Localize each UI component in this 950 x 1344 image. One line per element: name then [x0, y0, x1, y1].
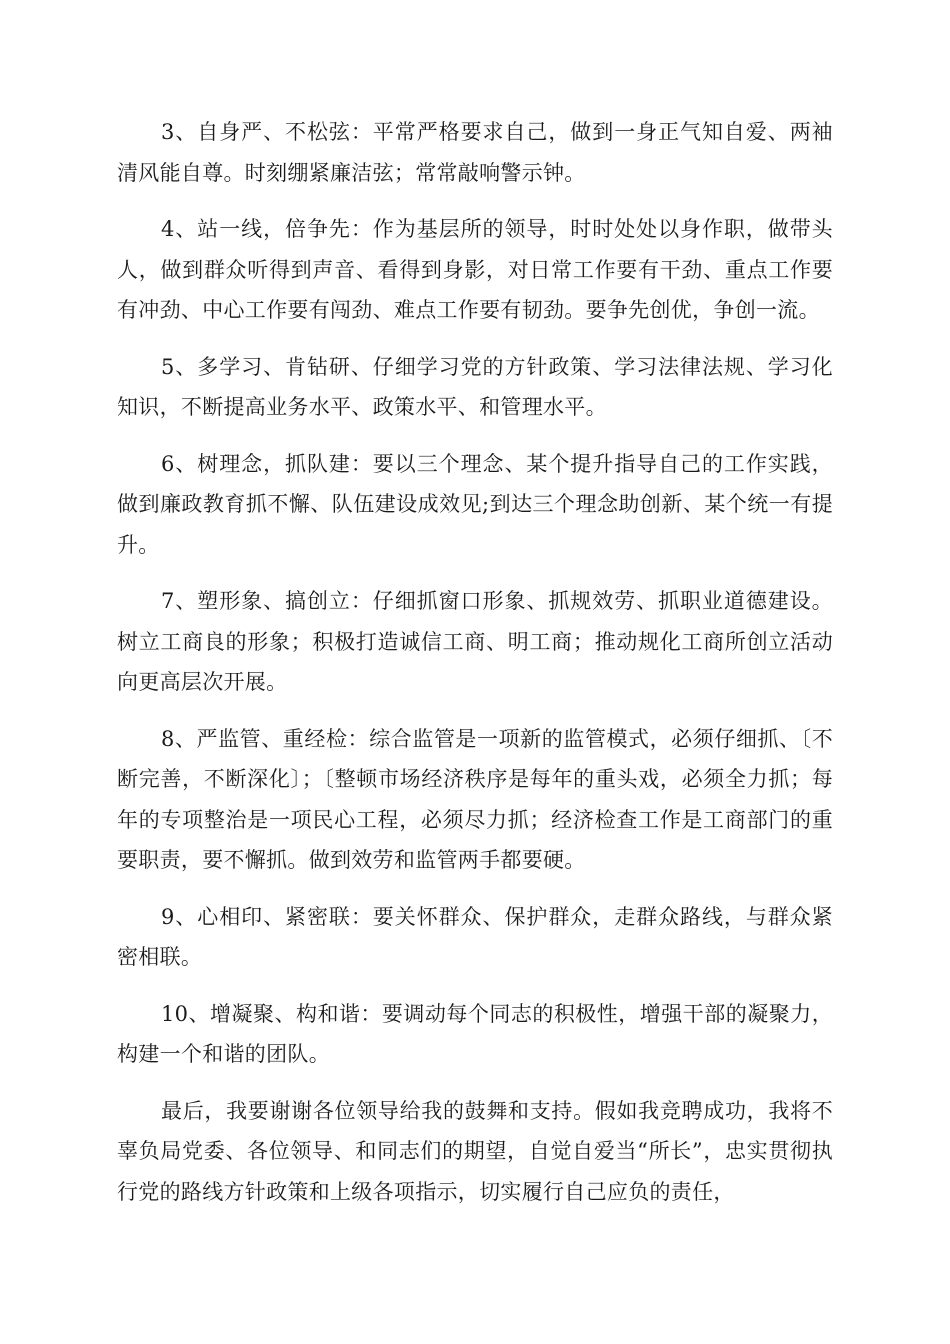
- paragraph-item-7: 7、塑形象、搞创立：仔细抓窗口形象、抓规效劳、抓职业道德建设。树立工商良的形象；积极打造诚信工商、明工商；推动规化工商所创立活动向更高层次开展。: [117, 589, 833, 694]
- paragraph-item-9: 9、心相印、紧密联：要关怀群众、保护群众，走群众路线，与群众紧密相联。: [117, 904, 833, 969]
- paragraph-item-5: 5、多学习、肯钻研、仔细学习党的方针政策、学习法律法规、学习化知识，不断提高业务水平、政策水平、和管理水平。: [117, 354, 833, 419]
- paragraph-item-8: 8、严监管、重经检：综合监管是一项新的监管模式，必须仔细抓、〔不断完善，不断深化〕；〔整顿市场经济秩序是每年的重头戏，必须全力抓；每年的专项整治是一项民心工程，必须尽力抓；经济检查工作是工商部门的重要职责，要不懈抓。做到效劳和监管两手都要硬。: [117, 726, 833, 872]
- paragraph-item-10: 10、增凝聚、构和谐：要调动每个同志的积极性，增强干部的凝聚力，构建一个和谐的团队。: [117, 1001, 833, 1066]
- document-body: [117, 112, 833, 1212]
- paragraph-item-3: 3、自身严、不松弦：平常严格要求自己，做到一身正气知自爱、两袖清风能自尊。时刻绷紧廉洁弦；常常敲响警示钟。: [117, 120, 833, 185]
- paragraph-item-6: 6、树理念，抓队建：要以三个理念、某个提升指导自己的工作实践，做到廉政教育抓不懈、队伍建设成效见;到达三个理念助创新、某个统一有提升。: [117, 451, 833, 557]
- paragraph-closing: 最后，我要谢谢各位领导给我的鼓舞和支持。假如我竞聘成功，我将不辜负局党委、各位领导、和同志们的期望，自觉自爱当“所长”，忠实贯彻执行党的路线方针政策和上级各项指示，切实履行自己应负的责任，: [117, 1098, 833, 1204]
- paragraph-item-4: 4、站一线，倍争先：作为基层所的领导，时时处处以身作职，做带头人，做到群众听得到声音、看得到身影，对日常工作要有干劲、重点工作要有冲劲、中心工作要有闯劲、难点工作要有韧劲。要争先创优，争创一流。: [117, 217, 833, 322]
